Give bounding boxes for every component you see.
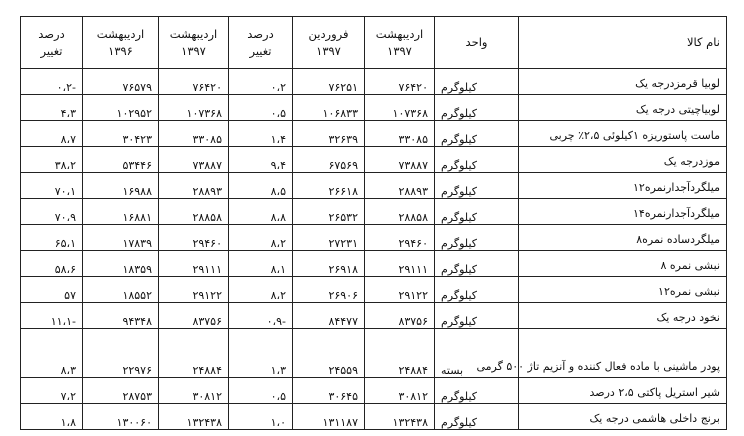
header-change-monthly: [229, 17, 293, 69]
header-farvardin-1397: [293, 17, 365, 69]
unit-cell: بسته: [435, 329, 519, 378]
change-yearly-cell: ۶۵،۱: [21, 225, 83, 251]
header-line: ۱۳۹۷: [316, 43, 341, 58]
unit-cell: کیلوگرم: [435, 147, 519, 173]
change-yearly-cell: ۷۰،۹: [21, 199, 83, 225]
header-line: درصد: [247, 26, 274, 41]
price-ordibehesht-1397-cell: ۱۳۲۴۳۸: [159, 404, 229, 430]
price-ordibehesht-1397-cell: ۷۶۴۲۰: [159, 69, 229, 95]
change-yearly-cell: ۷،۲: [21, 378, 83, 404]
unit-cell: کیلوگرم: [435, 225, 519, 251]
unit-cell: کیلوگرم: [435, 378, 519, 404]
change-monthly-cell: ۱،۰: [229, 404, 293, 430]
price-ordibehesht-1397-cell: ۳۳۰۸۵: [159, 121, 229, 147]
change-monthly-cell: ۱،۴: [229, 121, 293, 147]
change-yearly-cell: -۱۱،۱: [21, 303, 83, 329]
header-line: اردیبهشت: [375, 26, 424, 41]
price-farvardin-1397-cell: ۲۷۲۳۱: [293, 225, 365, 251]
header-line: ۱۳۹۷: [387, 43, 412, 58]
price-ordibehesht-1397-cell: ۲۹۴۶۰: [365, 225, 435, 251]
price-farvardin-1397-cell: ۳۲۶۳۹: [293, 121, 365, 147]
product-name-cell: میلگردآجدارنمره۱۲: [519, 173, 727, 199]
table-row: [21, 277, 727, 303]
change-monthly-cell: ۰،۲: [229, 69, 293, 95]
change-monthly-cell: ۸،۲: [229, 225, 293, 251]
unit-cell: کیلوگرم: [435, 199, 519, 225]
price-farvardin-1397-cell: ۱۳۱۱۸۷: [293, 404, 365, 430]
price-ordibehesht-1397-cell: ۱۰۷۳۶۸: [365, 95, 435, 121]
price-ordibehesht-1396-cell: ۱۸۳۵۹: [83, 251, 159, 277]
product-name-cell: لوبیاچیتی درجه یک: [519, 95, 727, 121]
change-yearly-cell: ۳۸،۲: [21, 147, 83, 173]
unit-cell: کیلوگرم: [435, 95, 519, 121]
change-yearly-cell: ۸،۳: [21, 329, 83, 378]
change-monthly-cell: ۱،۳: [229, 329, 293, 378]
header-product-name: نام کالا: [519, 17, 727, 69]
header-line: اردیبهشت: [169, 26, 218, 41]
unit-cell: کیلوگرم: [435, 121, 519, 147]
change-yearly-cell: ۵۷: [21, 277, 83, 303]
table-body: [21, 69, 727, 430]
header-line: اردیبهشت: [96, 26, 145, 41]
change-monthly-cell: -۰،۹: [229, 303, 293, 329]
change-yearly-cell: ۵۸،۶: [21, 251, 83, 277]
price-ordibehesht-1397-cell: ۳۰۸۱۲: [159, 378, 229, 404]
table-row: [21, 251, 727, 277]
price-ordibehesht-1397-cell: ۸۳۷۵۶: [365, 303, 435, 329]
change-yearly-cell: ۴،۳: [21, 95, 83, 121]
unit-cell: کیلوگرم: [435, 251, 519, 277]
price-ordibehesht-1397-cell: ۲۹۱۲۲: [365, 277, 435, 303]
price-ordibehesht-1397-cell: ۲۹۴۶۰: [159, 225, 229, 251]
change-monthly-cell: ۸،۸: [229, 199, 293, 225]
product-name-cell: نخود درجه یک: [519, 303, 727, 329]
price-ordibehesht-1397-cell: ۲۹۱۱۱: [365, 251, 435, 277]
table-row: [21, 95, 727, 121]
price-farvardin-1397-cell: ۱۰۶۸۳۳: [293, 95, 365, 121]
price-ordibehesht-1397-cell: ۳۳۰۸۵: [365, 121, 435, 147]
price-ordibehesht-1396-cell: ۲۸۷۵۳: [83, 378, 159, 404]
price-ordibehesht-1397-cell: ۲۸۸۵۸: [365, 199, 435, 225]
change-yearly-cell: -۰،۲: [21, 69, 83, 95]
header-line: تغییر: [40, 43, 63, 58]
header-ordibehesht-1397-a: [365, 17, 435, 69]
price-ordibehesht-1397-cell: ۲۸۸۹۳: [365, 173, 435, 199]
price-ordibehesht-1397-cell: ۲۸۸۹۳: [159, 173, 229, 199]
header-line: درصد: [38, 26, 65, 41]
price-ordibehesht-1396-cell: ۹۴۳۴۸: [83, 303, 159, 329]
change-monthly-cell: ۰،۵: [229, 378, 293, 404]
product-name-cell: نبشی نمره۱۲: [519, 277, 727, 303]
header-line: تغییر: [249, 43, 272, 58]
price-ordibehesht-1397-cell: ۳۰۸۱۲: [365, 378, 435, 404]
header-line: ۱۳۹۷: [181, 43, 206, 58]
table-row: [21, 147, 727, 173]
price-ordibehesht-1396-cell: ۲۲۹۷۶: [83, 329, 159, 378]
unit-cell: کیلوگرم: [435, 69, 519, 95]
price-farvardin-1397-cell: ۸۴۴۷۷: [293, 303, 365, 329]
unit-cell: کیلوگرم: [435, 173, 519, 199]
table-row: [21, 404, 727, 430]
table-row: [21, 225, 727, 251]
price-farvardin-1397-cell: ۶۷۵۶۹: [293, 147, 365, 173]
price-ordibehesht-1396-cell: ۱۰۲۹۵۲: [83, 95, 159, 121]
price-ordibehesht-1396-cell: ۳۰۴۲۳: [83, 121, 159, 147]
price-ordibehesht-1396-cell: ۱۶۸۸۱: [83, 199, 159, 225]
price-ordibehesht-1397-cell: ۲۹۱۱۱: [159, 251, 229, 277]
price-ordibehesht-1397-cell: ۲۴۸۸۴: [159, 329, 229, 378]
price-ordibehesht-1397-cell: ۷۳۸۸۷: [365, 147, 435, 173]
price-table: [20, 16, 727, 430]
unit-cell: کیلوگرم: [435, 303, 519, 329]
price-ordibehesht-1397-cell: ۱۳۲۴۳۸: [365, 404, 435, 430]
table-row: [21, 303, 727, 329]
product-name-cell: شیر استریل پاکتی ۲،۵ درصد: [519, 378, 727, 404]
price-farvardin-1397-cell: ۲۴۵۵۹: [293, 329, 365, 378]
price-ordibehesht-1397-cell: ۷۶۴۲۰: [365, 69, 435, 95]
header-unit: واحد: [435, 17, 519, 69]
price-ordibehesht-1396-cell: ۱۷۸۳۹: [83, 225, 159, 251]
product-name-cell: ماست پاستوریزه ۱کیلوئی ۲،۵٪ چربی: [519, 121, 727, 147]
product-name-cell: برنج داخلی هاشمی درجه یک: [519, 404, 727, 430]
product-name-cell: لوبیا قرمزدرجه یک: [519, 69, 727, 95]
price-ordibehesht-1397-cell: ۱۰۷۳۶۸: [159, 95, 229, 121]
table-row: [21, 69, 727, 95]
change-monthly-cell: ۸،۲: [229, 277, 293, 303]
table-row: [21, 199, 727, 225]
header-ordibehesht-1397-b: [159, 17, 229, 69]
unit-cell: کیلوگرم: [435, 404, 519, 430]
price-farvardin-1397-cell: ۲۶۹۰۶: [293, 277, 365, 303]
header-change-yearly: [21, 17, 83, 69]
price-farvardin-1397-cell: ۳۰۶۴۵: [293, 378, 365, 404]
header-ordibehesht-1396: [83, 17, 159, 69]
price-ordibehesht-1397-cell: ۷۳۸۸۷: [159, 147, 229, 173]
price-ordibehesht-1397-cell: ۲۴۸۸۴: [365, 329, 435, 378]
table-row: [21, 378, 727, 404]
price-ordibehesht-1397-cell: ۲۸۸۵۸: [159, 199, 229, 225]
price-ordibehesht-1396-cell: ۱۸۵۵۲: [83, 277, 159, 303]
product-name-cell: میلگردآجدارنمره۱۴: [519, 199, 727, 225]
product-name-cell: موزدرجه یک: [519, 147, 727, 173]
change-monthly-cell: ۹،۴: [229, 147, 293, 173]
price-farvardin-1397-cell: ۲۶۹۱۸: [293, 251, 365, 277]
change-monthly-cell: ۰،۵: [229, 95, 293, 121]
price-ordibehesht-1396-cell: ۵۳۴۴۶: [83, 147, 159, 173]
product-name-cell: پودر ماشینی با ماده فعال کننده و آنزیم تاژ ۵۰۰ گرمی: [519, 329, 727, 378]
header-line: ۱۳۹۶: [108, 43, 133, 58]
price-ordibehesht-1396-cell: ۷۶۵۷۹: [83, 69, 159, 95]
price-ordibehesht-1396-cell: ۱۶۹۸۸: [83, 173, 159, 199]
table-row: [21, 121, 727, 147]
price-table-container: [20, 16, 727, 430]
table-row: [21, 173, 727, 199]
price-ordibehesht-1396-cell: ۱۳۰۰۶۰: [83, 404, 159, 430]
price-farvardin-1397-cell: ۲۶۶۱۸: [293, 173, 365, 199]
price-ordibehesht-1397-cell: ۲۹۱۲۲: [159, 277, 229, 303]
header-line: فروردین: [308, 26, 349, 41]
change-monthly-cell: ۸،۱: [229, 251, 293, 277]
change-yearly-cell: ۱،۸: [21, 404, 83, 430]
product-name-cell: نبشی نمره ۸: [519, 251, 727, 277]
table-row: [21, 329, 727, 378]
unit-cell: کیلوگرم: [435, 277, 519, 303]
change-yearly-cell: ۷۰،۱: [21, 173, 83, 199]
change-monthly-cell: ۸،۵: [229, 173, 293, 199]
change-yearly-cell: ۸،۷: [21, 121, 83, 147]
table-header: [21, 17, 727, 69]
price-ordibehesht-1397-cell: ۸۳۷۵۶: [159, 303, 229, 329]
header-row: [21, 17, 727, 69]
price-farvardin-1397-cell: ۲۶۵۳۲: [293, 199, 365, 225]
price-farvardin-1397-cell: ۷۶۲۵۱: [293, 69, 365, 95]
product-name-cell: میلگردساده نمره۸: [519, 225, 727, 251]
